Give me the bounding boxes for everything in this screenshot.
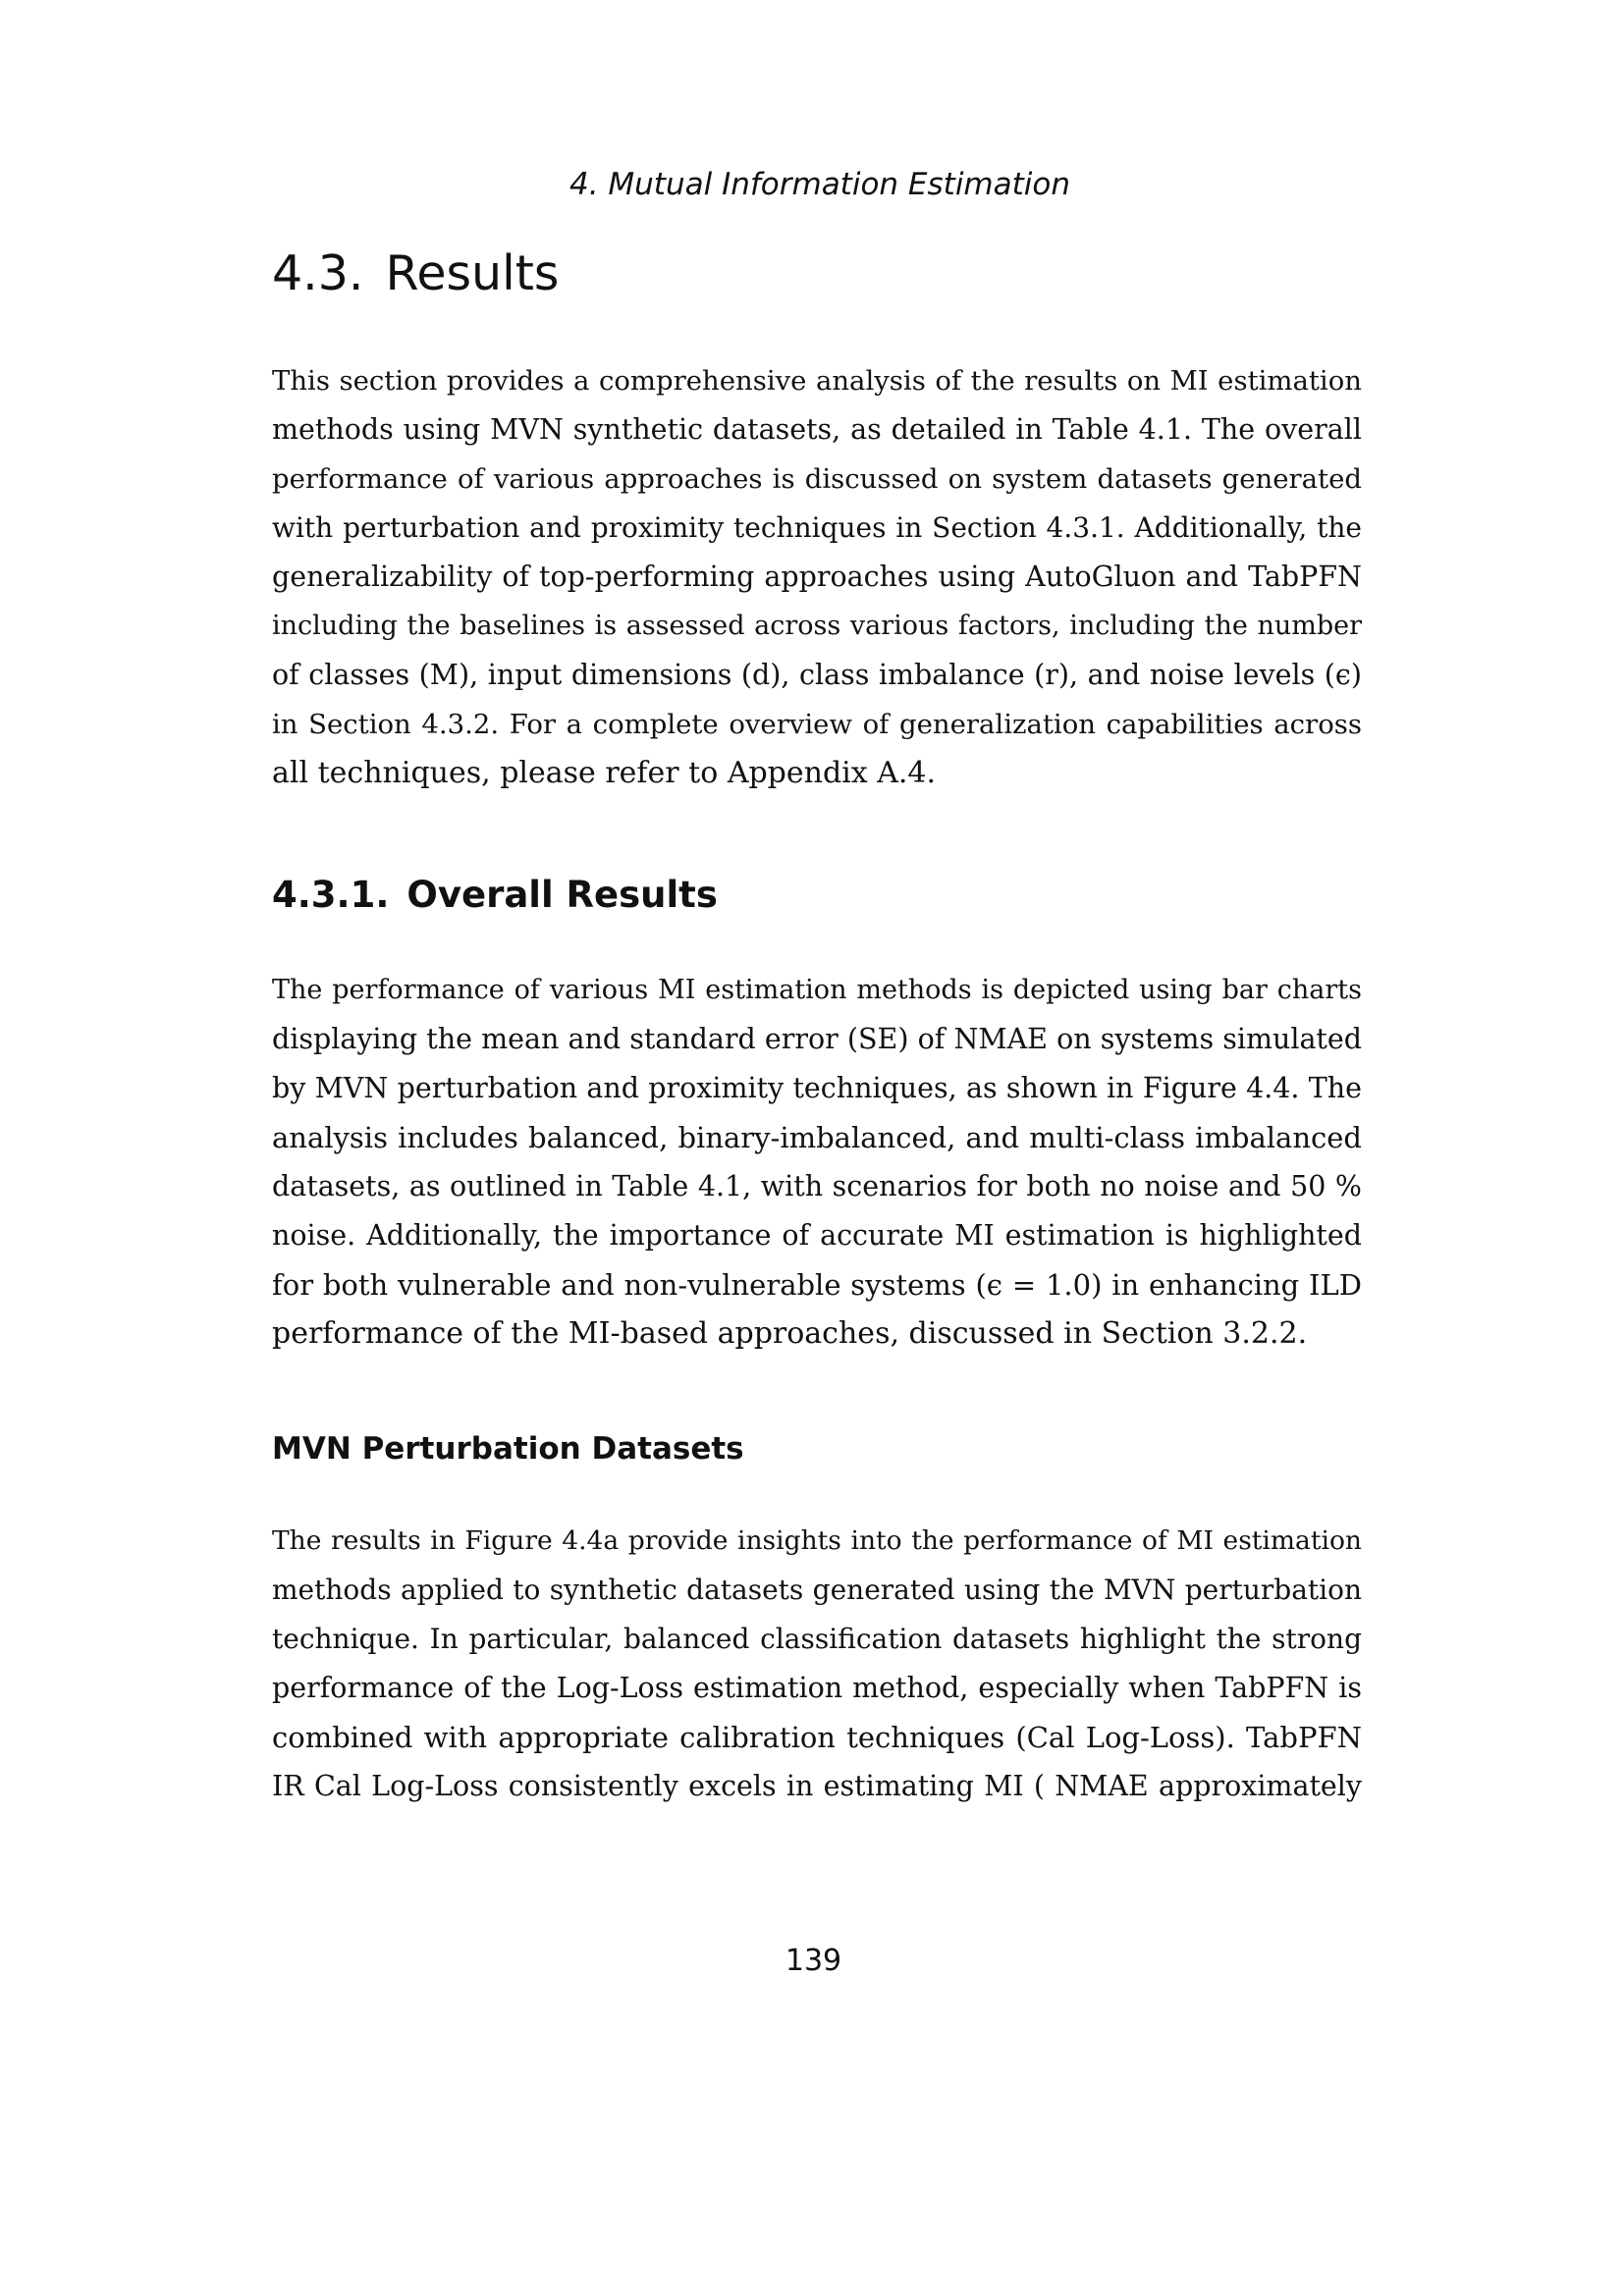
paragraph-line: This section provides a comprehensive analysis of the results on MI estimation [272, 365, 1362, 397]
paragraph-line: performance of various approaches is discussed on system datasets generated [272, 463, 1362, 495]
paragraph-line: The performance of various MI estimation methods is depicted using bar charts [272, 975, 1362, 1005]
paragraph-mvn-perturbation [272, 1517, 1362, 1811]
paragraph-heading: MVN Perturbation Datasets [272, 1431, 744, 1467]
paragraph-overall-results [272, 966, 1362, 1359]
paragraph-line: technique. In particular, balanced classification datasets highlight the strong [272, 1623, 1362, 1655]
section-heading [272, 245, 559, 301]
paragraph-line: for both vulnerable and non-vulnerable systems (ϵ = 1.0) in enhancing ILD [272, 1268, 1362, 1302]
paragraph-line: analysis includes balanced, binary-imbalanced, and multi-class imbalanced [272, 1121, 1362, 1154]
subsection-title: Overall Results [406, 874, 718, 916]
paragraph-intro [272, 356, 1362, 798]
paragraph-line: in Section 4.3.2. For a complete overview of generalization capabilities across [272, 709, 1362, 740]
page-number: 139 [785, 1944, 842, 1978]
paragraph-line: combined with appropriate calibration techniques (Cal Log-Loss). TabPFN [272, 1721, 1362, 1754]
paragraph-line: with perturbation and proximity techniques in Section 4.3.1. Additionally, the [272, 511, 1362, 544]
section-title: Results [385, 245, 560, 301]
paragraph-line: of classes (M), input dimensions (d), class imbalance (r), and noise levels (ϵ) [272, 659, 1362, 691]
paragraph-line: IR Cal Log-Loss consistently excels in estimating MI ( NMAE approximately [272, 1770, 1362, 1802]
paragraph-line: The results in Figure 4.4a provide insights into the performance of MI estimation [272, 1525, 1362, 1556]
subsection-number: 4.3.1. [272, 874, 390, 916]
paragraph-line: by MVN perturbation and proximity techniques, as shown in Figure 4.4. The [272, 1072, 1362, 1104]
paragraph-line: datasets, as outlined in Table 4.1, with scenarios for both no noise and 50 % [272, 1170, 1362, 1202]
paragraph-line: performance of the Log-Loss estimation method, especially when TabPFN is [272, 1672, 1362, 1704]
subsection-heading [272, 874, 718, 916]
paragraph-line: performance of the MI-based approaches, discussed in Section 3.2.2. [272, 1316, 1308, 1351]
paragraph-line: all techniques, please refer to Appendix A.4. [272, 756, 937, 790]
running-head: 4. Mutual Information Estimation [568, 167, 1071, 202]
section-number: 4.3. [272, 245, 364, 301]
paragraph-line: including the baselines is assessed across various factors, including the number [272, 611, 1362, 641]
paragraph-line: generalizability of top-performing approaches using AutoGluon and TabPFN [272, 561, 1362, 593]
paragraph-line: displaying the mean and standard error (SE) of NMAE on systems simulated [272, 1023, 1362, 1055]
paragraph-line: noise. Additionally, the importance of accurate MI estimation is highlighted [272, 1219, 1362, 1252]
paragraph-line: methods using MVN synthetic datasets, as detailed in Table 4.1. The overall [272, 413, 1362, 446]
paragraph-line: methods applied to synthetic datasets generated using the MVN perturbation [272, 1574, 1362, 1606]
